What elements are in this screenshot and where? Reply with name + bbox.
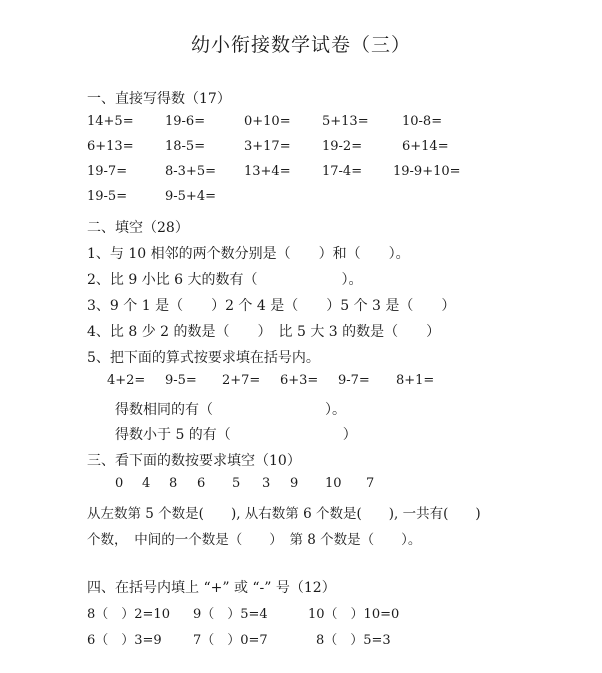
less-than-five-line: 得数小于 5 的有（ ）: [115, 427, 357, 443]
equation: 14+5=: [87, 114, 134, 129]
page-title: 幼小衔接数学试卷（三）: [190, 34, 411, 56]
same-result-line: 得数相同的有（ ）。: [115, 402, 346, 418]
operator-equation: 8（ ）2=10: [87, 607, 170, 622]
fill-question-4: 4、比 8 少 2 的数是（ ） 比 5 大 3 的数是（ ）: [87, 324, 441, 340]
equation: 5+13=: [322, 114, 369, 129]
equation: 19-5=: [87, 189, 128, 204]
equation: 19-2=: [322, 139, 363, 154]
expression: 4+2=: [107, 373, 146, 388]
fill-question-2: 2、比 9 小比 6 大的数有（ ）。: [87, 272, 363, 288]
operator-equation: 8（ ）5=3: [316, 633, 391, 648]
equation: 6+13=: [87, 139, 134, 154]
expression: 9-7=: [338, 373, 370, 388]
operator-equation: 7（ ）0=7: [193, 633, 268, 648]
section1-heading: 一、直接写得数（17）: [87, 91, 231, 107]
fill-question-3: 3、9 个 1 是（ ）2 个 4 是（ ）5 个 3 是（ ）: [87, 298, 456, 314]
expression: 9-5=: [165, 373, 197, 388]
operator-equation: 6（ ）3=9: [87, 633, 162, 648]
equation: 0+10=: [244, 114, 291, 129]
section3-heading: 三、看下面的数按要求填空（10）: [87, 453, 301, 469]
sequence-number: 9: [290, 476, 299, 491]
equation: 9-5+4=: [165, 189, 216, 204]
equation: 10-8=: [402, 114, 443, 129]
sequence-number: 7: [366, 476, 375, 491]
sequence-number: 10: [325, 476, 342, 491]
section2-heading: 二、填空（28）: [87, 220, 189, 236]
equation: 19-9+10=: [393, 164, 461, 179]
sequence-number: 0: [115, 476, 124, 491]
expression: 8+1=: [396, 373, 435, 388]
sequence-number: 5: [232, 476, 241, 491]
sequence-number: 8: [169, 476, 178, 491]
operator-equation: 9（ ）5=4: [193, 607, 268, 622]
expression: 6+3=: [280, 373, 319, 388]
expression: 2+7=: [222, 373, 261, 388]
sequence-number: 3: [262, 476, 271, 491]
equation: 13+4=: [244, 164, 291, 179]
sequence-question-line-1: 从左数第 5 个数是( ), 从右数第 6 个数是( ), 一共有( ): [87, 506, 481, 522]
equation: 17-4=: [322, 164, 363, 179]
operator-equation: 10（ ）10=0: [308, 607, 400, 622]
section4-heading: 四、在括号内填上 “+” 或 “-” 号（12）: [87, 580, 336, 596]
sequence-number: 4: [142, 476, 151, 491]
equation: 6+14=: [402, 139, 449, 154]
fill-question-1: 1、与 10 相邻的两个数分别是（ ）和（ ）。: [87, 246, 410, 262]
fill-question-5: 5、把下面的算式按要求填在括号内。: [87, 350, 320, 366]
equation: 3+17=: [244, 139, 291, 154]
sequence-question-line-2: 个数， 中间的一个数是（ ） 第 8 个数是（ ）。: [87, 532, 422, 548]
sequence-number: 6: [197, 476, 206, 491]
equation: 18-5=: [165, 139, 206, 154]
equation: 8-3+5=: [165, 164, 216, 179]
equation: 19-7=: [87, 164, 128, 179]
equation: 19-6=: [165, 114, 206, 129]
